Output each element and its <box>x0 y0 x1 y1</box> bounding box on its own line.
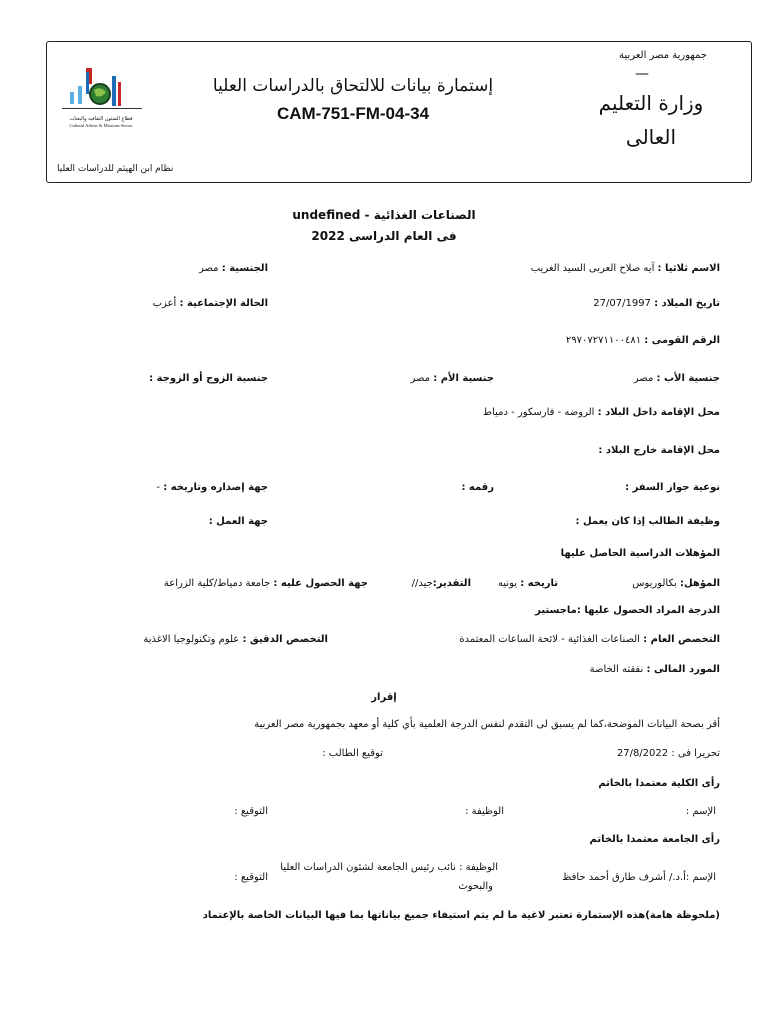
qualifications-heading: المؤهلات الدراسية الحاصل عليها <box>560 548 720 559</box>
full-name-value: آيه صلاح العربى السيد الغريب <box>530 263 655 274</box>
system-name: نظام ابن الهيثم للدراسات العليا <box>57 164 174 174</box>
full-name-row <box>531 263 720 274</box>
logo-caption-ar: قطاع الشئون الثقافية والبعثات <box>69 116 133 122</box>
qual-source-row <box>164 578 368 589</box>
spouse-nat-label: جنسية الزوج أو الزوجة : <box>149 373 268 384</box>
form-code: CAM-751-FM-04-34 <box>276 104 430 123</box>
passport-type-row <box>625 482 720 493</box>
qual-source-value: جامعة دمياط/كلية الزراعة <box>163 578 271 589</box>
precise-spec-row <box>143 634 328 645</box>
father-nat-value: مصر <box>633 373 654 384</box>
residence-in-row <box>483 407 720 418</box>
employer-row <box>209 516 268 527</box>
passport-no-label: رقمه : <box>461 482 494 493</box>
university-signature-label: التوقيع : <box>234 872 268 883</box>
qual-date-label: تاريخه : <box>520 578 558 589</box>
logo-caption-en: Cultural Affairs & Missions Sector <box>69 123 133 128</box>
father-nat-label: جنسية الأب : <box>656 373 720 384</box>
general-spec-row <box>459 634 720 645</box>
full-name-label: الاسم ثلاثيا : <box>657 263 720 274</box>
university-name-value: أ.د./ أشرف طارق أحمد حافظ <box>562 872 686 883</box>
national-id-row <box>566 335 720 346</box>
header-dash: — <box>635 66 649 82</box>
declaration-date-label: تحريرا فى : <box>671 748 720 759</box>
marital-label: الحالة الإجتماعية : <box>179 298 268 309</box>
university-job-row <box>280 862 498 873</box>
job-label: وظيفة الطالب إذا كان يعمل : <box>575 516 720 527</box>
declaration-heading: إقرار <box>371 692 397 703</box>
university-name-row <box>562 872 716 883</box>
mother-nat-row <box>410 373 494 384</box>
degree-value: ماجستير <box>535 605 577 616</box>
passport-issuer-label: جهة إصداره وتاريخه : <box>163 482 268 493</box>
faculty-opinion-heading: رأى الكلية معتمدا بالخاتم <box>598 778 720 789</box>
qual-value: بكالوريوس <box>632 578 677 589</box>
degree-label: الدرجة المراد الحصول عليها : <box>576 605 720 616</box>
nationality-label: الجنسية : <box>221 263 268 274</box>
qual-date-value: يونيه <box>497 578 518 589</box>
funding-row <box>590 664 720 675</box>
job-row <box>575 516 720 527</box>
declaration-date-row <box>617 748 720 759</box>
academic-year: فى العام الدراسى 2022 <box>311 229 457 243</box>
passport-no-row <box>461 482 494 493</box>
grade-row <box>412 578 471 589</box>
grade-value: جيد// <box>411 578 433 589</box>
degree-row <box>535 605 720 616</box>
general-spec-value: الصناعات الغذائية - لائحة الساعات المعتمدة <box>459 634 640 645</box>
marital-row <box>153 298 268 309</box>
university-name-label: الإسم : <box>685 872 716 883</box>
qual-row <box>632 578 720 589</box>
employer-label: جهة العمل : <box>208 516 268 527</box>
father-nat-row <box>634 373 720 384</box>
residence-out-label: محل الإقامة خارج البلاد : <box>598 445 720 456</box>
national-id-value: ٢٩٧٠٧٢٧١١٠٠٤٨١ <box>565 335 642 346</box>
university-job-value-2: والبحوث <box>458 881 493 892</box>
qual-date-row <box>498 578 558 589</box>
spouse-nat-row <box>149 373 268 384</box>
nationality-row <box>199 263 268 274</box>
residence-in-label: محل الإقامة داخل البلاد : <box>597 407 720 418</box>
program-title: undefined - الصناعات الغذائية <box>292 208 476 222</box>
declaration-date-value: 27/8/2022 <box>616 748 669 759</box>
passport-issuer-value: - <box>156 482 161 493</box>
nationality-value: مصر <box>198 263 219 274</box>
university-job-value-1: نائب رئيس الجامعة لشئون الدراسات العليا <box>280 862 456 873</box>
precise-spec-label: التخصص الدقيق : <box>242 634 328 645</box>
passport-type-label: نوعية جواز السفر : <box>625 482 720 493</box>
grade-label: التقدير: <box>432 578 471 589</box>
form-title: إستمارة بيانات للالتحاق بالدراسات العليا <box>212 76 494 96</box>
general-spec-label: التخصص العام : <box>643 634 720 645</box>
university-opinion-heading: رأى الجامعة معتمدا بالخاتم <box>589 834 720 845</box>
important-note: (ملحوظة هامة)هذه الإستمارة تعتبر لاغية ما لم يتم استيفاء جميع بياناتها بما فيها البيانات الخاصة بالإعتماد <box>202 910 720 921</box>
faculty-name-label: الإسم : <box>685 806 716 817</box>
mother-nat-label: جنسية الأم : <box>433 373 494 384</box>
qual-source-label: جهة الحصول عليه : <box>273 578 368 589</box>
declaration-text: أقر بصحة البيانات الموضحة،كما لم يسبق لى التقدم لنفس الدرجة العلمية بأي كلية أو معهد بجمهورية مصر العربية <box>254 719 720 730</box>
funding-value: نفقته الخاصة <box>589 664 644 675</box>
birth-date-value: 27/07/1997 <box>593 298 651 309</box>
university-job-label: الوظيفة : <box>459 862 498 873</box>
marital-value: أعزب <box>152 298 177 309</box>
residence-out-row <box>598 445 720 456</box>
passport-issuer-row <box>156 482 268 493</box>
qual-label: المؤهل: <box>679 578 720 589</box>
faculty-signature-label: التوقيع : <box>234 806 268 817</box>
national-id-label: الرقم القومى : <box>644 335 720 346</box>
precise-spec-value: علوم وتكنولوجيا الاغذية <box>143 634 240 645</box>
student-signature-label: توقيع الطالب : <box>322 748 383 759</box>
republic-name: جمهورية مصر العربية <box>619 50 707 61</box>
funding-label: المورد المالى : <box>646 664 720 675</box>
residence-in-value: الروضه - فارسكور - دمياط <box>482 407 595 418</box>
mother-nat-value: مصر <box>410 373 431 384</box>
birth-date-label: تاريخ الميلاد : <box>654 298 720 309</box>
faculty-job-label: الوظيفة : <box>465 806 504 817</box>
ministry-name: وزارة التعليم العالى <box>598 91 704 149</box>
birth-date-row <box>593 298 720 309</box>
